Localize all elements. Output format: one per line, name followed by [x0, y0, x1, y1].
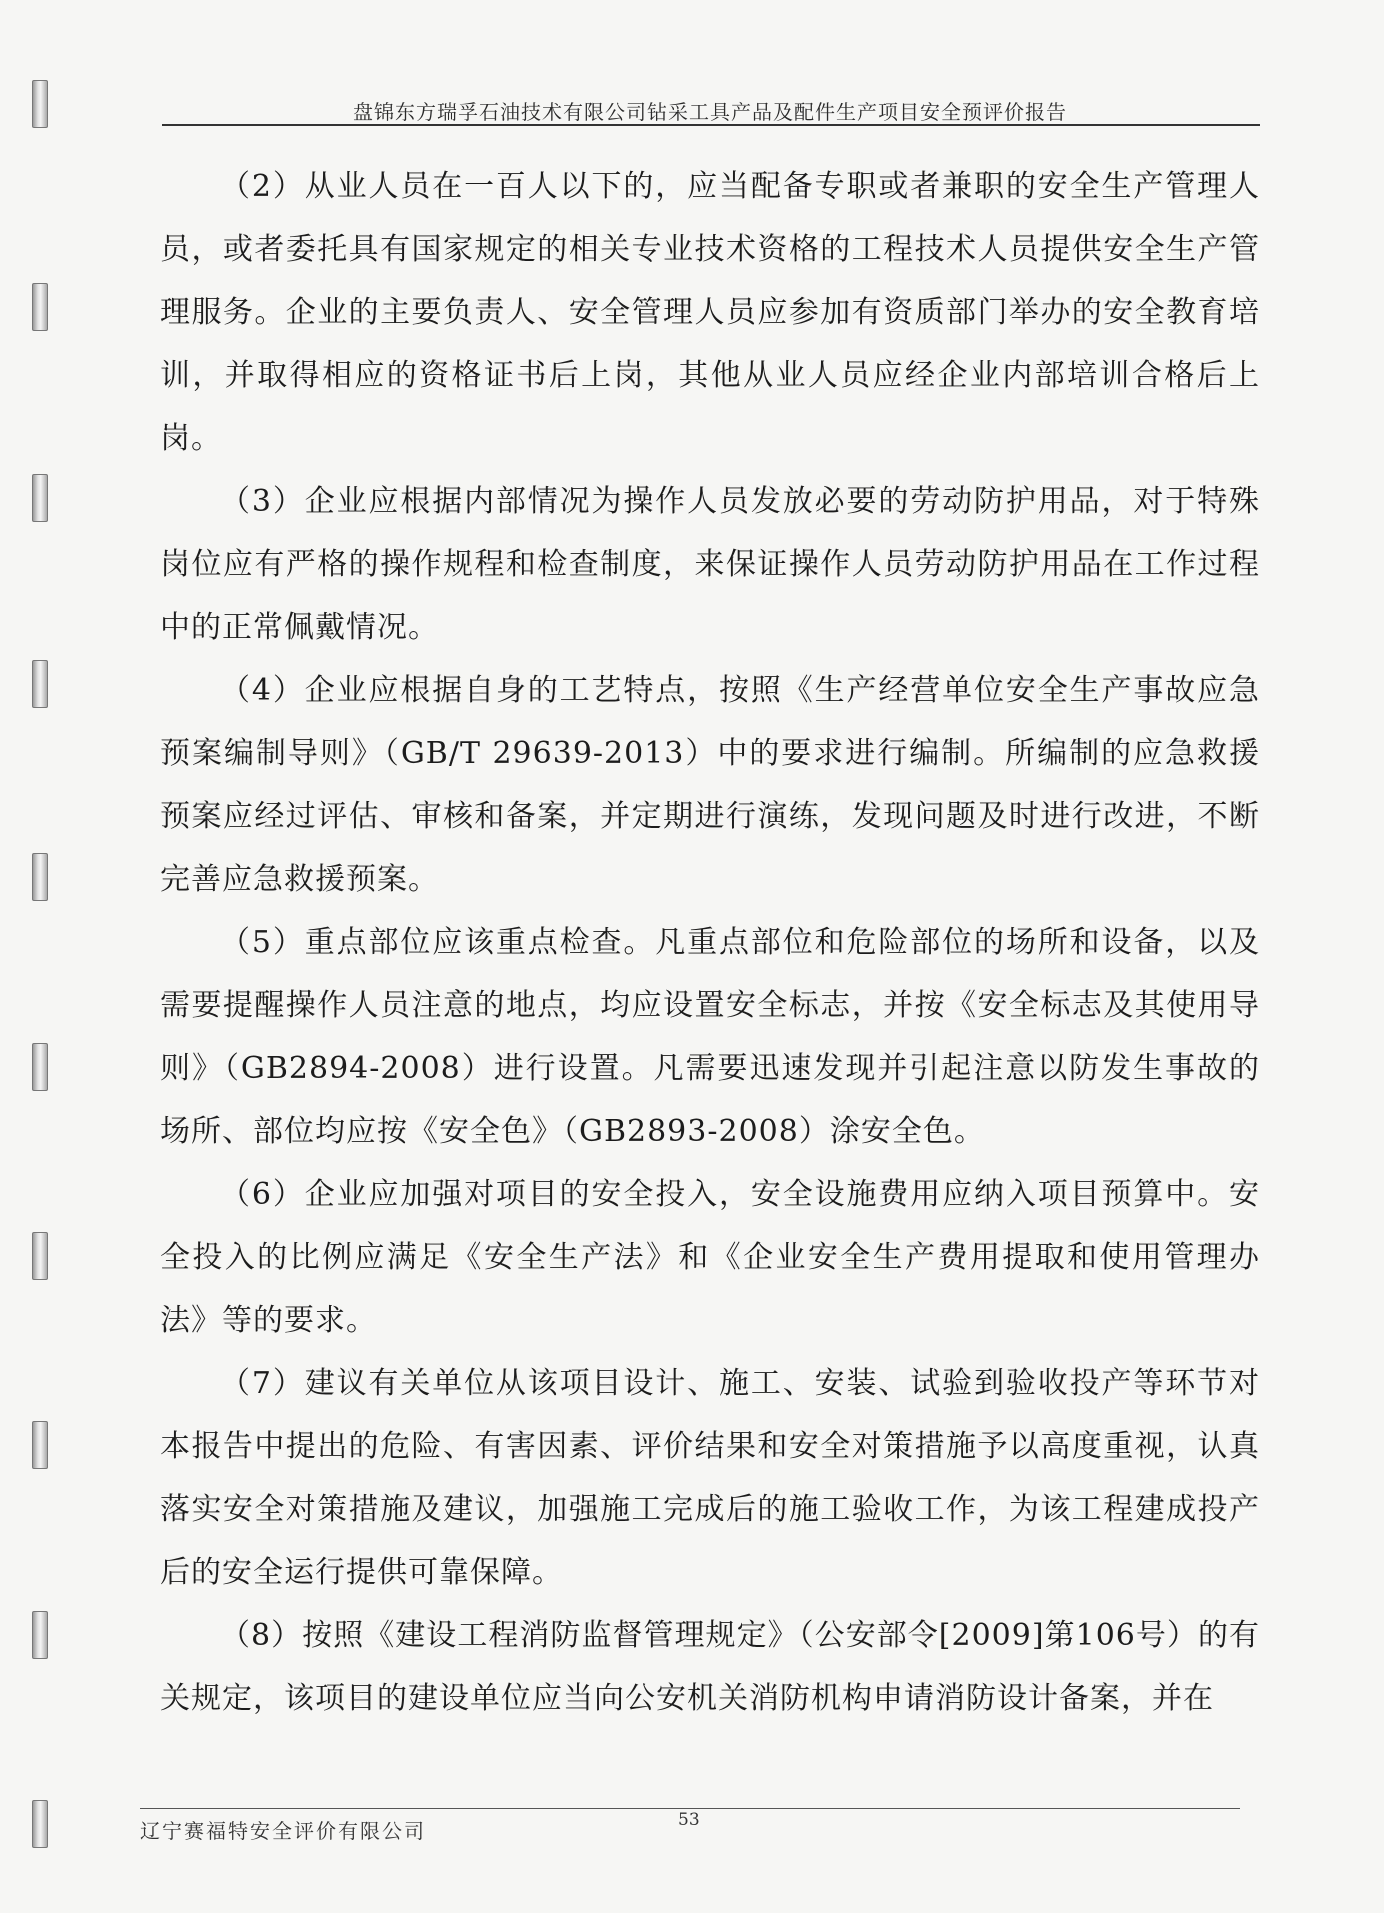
binding-hole — [32, 853, 48, 901]
page-number: 53 — [678, 1810, 700, 1830]
binding-hole — [32, 283, 48, 331]
paragraph-4: （4）企业应根据自身的工艺特点，按照《生产经营单位安全生产事故应急预案编制导则》（GB/T 29639-2013）中的要求进行编制。所编制的应急救援预案应经过评估、审核和备案，并定期进行演练，发现问题及时进行改进，不断完善应急救援预案。 — [160, 673, 1260, 897]
binding-hole — [32, 80, 48, 128]
report-header-title: 盘锦东方瑞孚石油技术有限公司钻采工具产品及配件生产项目安全预评价报告 — [353, 100, 1067, 124]
header-rule — [162, 124, 1260, 126]
binding-hole — [32, 1043, 48, 1091]
paragraph-8: （8）按照《建设工程消防监督管理规定》（公安部令[2009]第106号）的有关规定，该项目的建设单位应当向公安机关消防机构申请消防设计备案，并在 — [160, 1618, 1260, 1716]
footer-rule — [140, 1808, 1240, 1809]
binding-hole — [32, 1421, 48, 1469]
report-body — [160, 155, 1260, 1730]
binding-hole — [32, 1611, 48, 1659]
paragraph-6: （6）企业应加强对项目的安全投入，安全设施费用应纳入项目预算中。安全投入的比例应满足《安全生产法》和《企业安全生产费用提取和使用管理办法》等的要求。 — [160, 1177, 1260, 1338]
footer-company: 辽宁赛福特安全评价有限公司 — [140, 1819, 426, 1843]
paragraph-3: （3）企业应根据内部情况为操作人员发放必要的劳动防护用品，对于特殊岗位应有严格的操作规程和检查制度，来保证操作人员劳动防护用品在工作过程中的正常佩戴情况。 — [160, 484, 1260, 645]
binding-hole — [32, 660, 48, 708]
binding-hole — [32, 474, 48, 522]
paragraph-7: （7）建议有关单位从该项目设计、施工、安装、试验到验收投产等环节对本报告中提出的危险、有害因素、评价结果和安全对策措施予以高度重视，认真落实安全对策措施及建议，加强施工完成后的施工验收工作，为该工程建成投产后的安全运行提供可靠保障。 — [160, 1366, 1260, 1590]
paragraph-2: （2）从业人员在一百人以下的，应当配备专职或者兼职的安全生产管理人员，或者委托具有国家规定的相关专业技术资格的工程技术人员提供安全生产管理服务。企业的主要负责人、安全管理人员应参加有资质部门举办的安全教育培训，并取得相应的资格证书后上岗，其他从业人员应经企业内部培训合格后上岗。 — [160, 169, 1260, 456]
binding-hole — [32, 1232, 48, 1280]
paragraph-5: （5）重点部位应该重点检查。凡重点部位和危险部位的场所和设备，以及需要提醒操作人员注意的地点，均应设置安全标志，并按《安全标志及其使用导则》（GB2894-2008）进行设置。凡需要迅速发现并引起注意以防发生事故的场所、部位均应按《安全色》（GB2893-2008）涂安全色。 — [160, 925, 1260, 1149]
binding-hole — [32, 1800, 48, 1848]
